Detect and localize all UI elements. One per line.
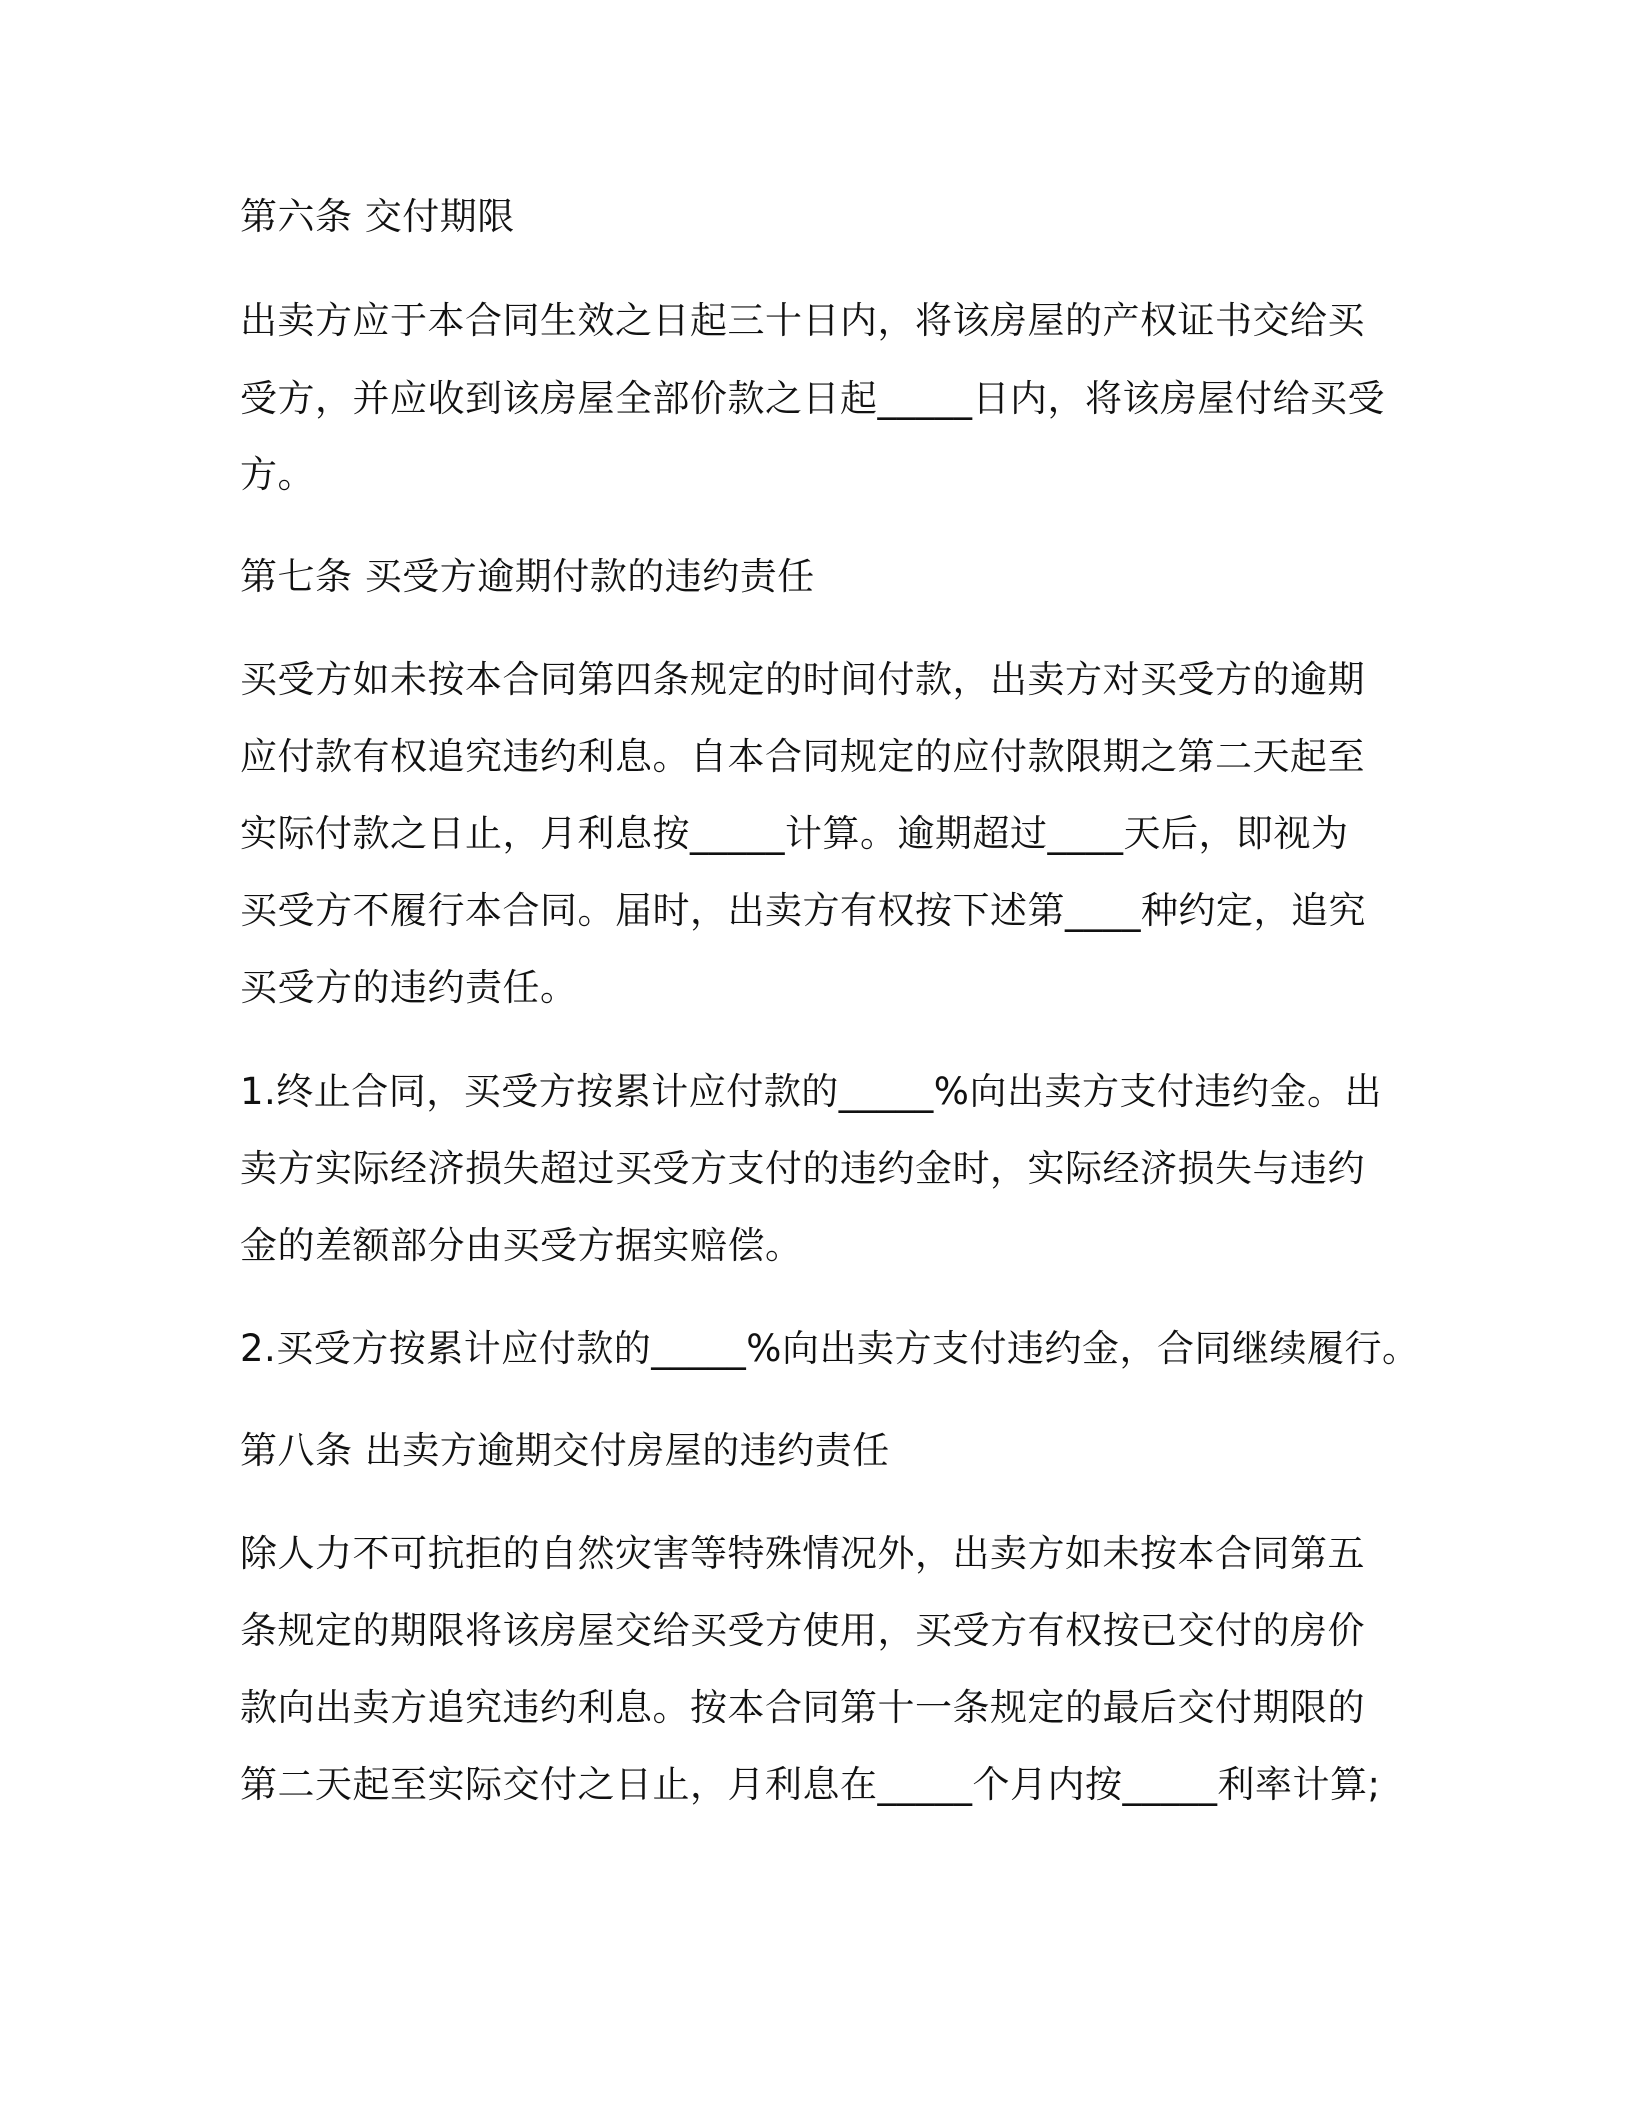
article-6-heading: 第六条 交付期限 <box>240 195 515 238</box>
article-8-paragraph-line: 条规定的期限将该房屋交给买受方使用，买受方有权按已交付的房价 <box>240 1609 1365 1652</box>
article-7-paragraph-line: 买受方的违约责任。 <box>240 966 578 1009</box>
article-7-paragraph-line: 买受方如未按本合同第四条规定的时间付款，出卖方对买受方的逾期 <box>240 658 1365 701</box>
article-7-paragraph-line: 应付款有权追究违约利息。自本合同规定的应付款限期之第二天起至 <box>240 735 1365 778</box>
article-7-item-1-line: 1.终止合同，买受方按累计应付款的_____%向出卖方支付违约金。出 <box>240 1070 1382 1113</box>
article-8-paragraph-line: 除人力不可抗拒的自然灾害等特殊情况外，出卖方如未按本合同第五 <box>240 1532 1365 1575</box>
article-8-paragraph-line: 款向出卖方追究违约利息。按本合同第十一条规定的最后交付期限的 <box>240 1686 1365 1729</box>
article-6-paragraph-line: 受方，并应收到该房屋全部价款之日起_____日内，将该房屋付给买受 <box>240 377 1385 420</box>
article-7-item-2-line: 2.买受方按累计应付款的_____%向出卖方支付违约金，合同继续履行。 <box>240 1327 1420 1370</box>
article-7-paragraph-line: 买受方不履行本合同。届时，出卖方有权按下述第____种约定，追究 <box>240 889 1366 932</box>
article-8-paragraph-line: 第二天起至实际交付之日止，月利息在_____个月内按_____利率计算; <box>240 1763 1381 1806</box>
article-7-item-1-line: 卖方实际经济损失超过买受方支付的违约金时，实际经济损失与违约 <box>240 1147 1365 1190</box>
article-8-heading: 第八条 出卖方逾期交付房屋的违约责任 <box>240 1429 890 1472</box>
article-7-heading: 第七条 买受方逾期付款的违约责任 <box>240 555 815 598</box>
article-6-paragraph-line: 出卖方应于本合同生效之日起三十日内，将该房屋的产权证书交给买 <box>240 299 1365 342</box>
article-7-paragraph-line: 实际付款之日止，月利息按_____计算。逾期超过____天后，即视为 <box>240 812 1349 855</box>
article-6-paragraph-line: 方。 <box>240 453 315 496</box>
article-7-item-1-line: 金的差额部分由买受方据实赔偿。 <box>240 1224 803 1267</box>
